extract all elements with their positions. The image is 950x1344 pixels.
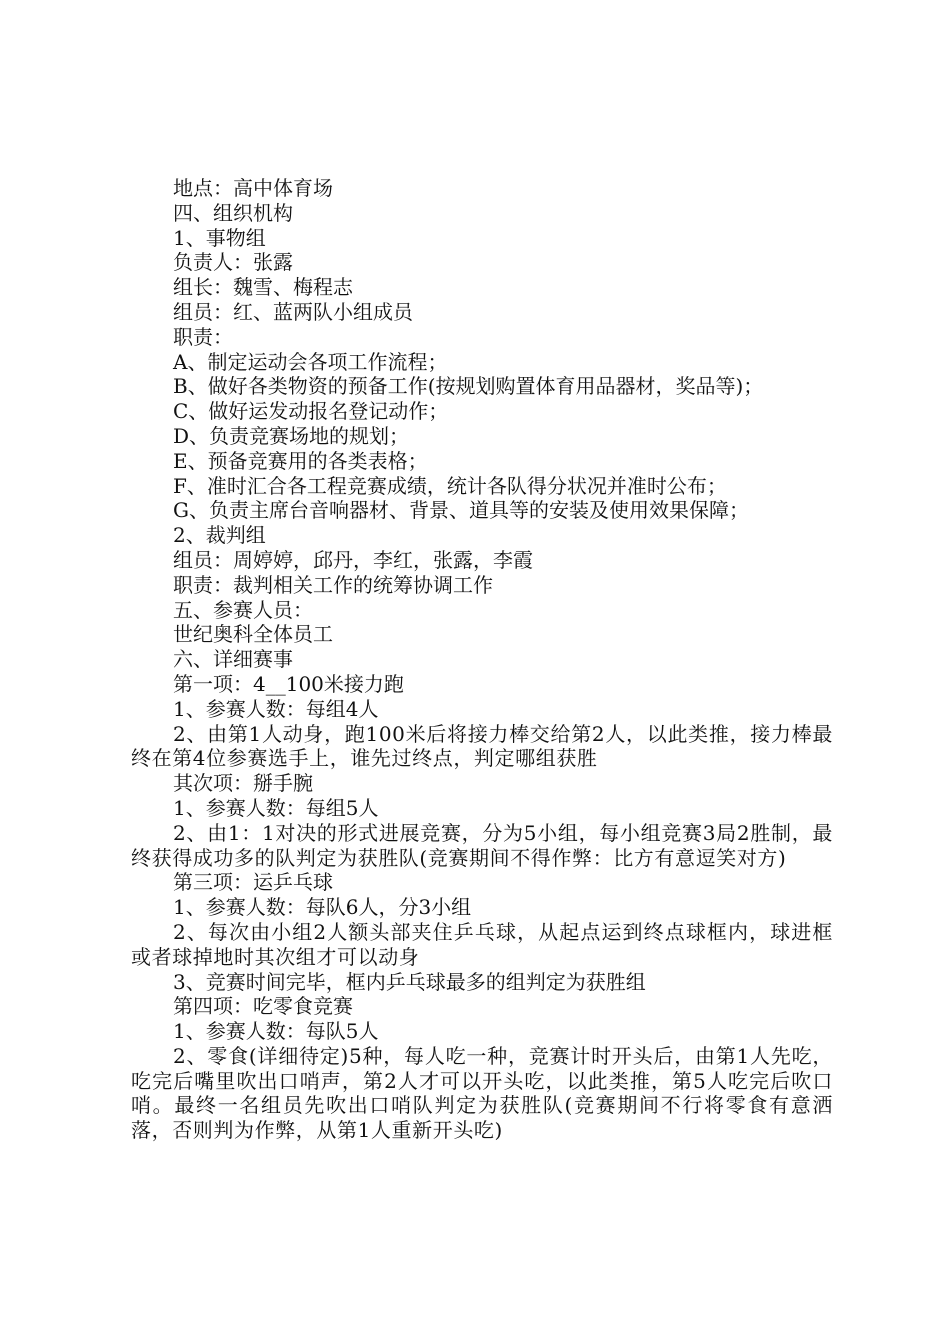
text-paragraph: 2、每次由小组2人额头部夹住乒乓球，从起点运到终点球框内，球进框或者球掉地时其次组才可以动身 xyxy=(131,919,833,969)
text-line: 五、参赛人员： xyxy=(173,597,313,622)
text-line: 第三项：运乒乓球 xyxy=(173,870,333,895)
text-paragraph: 2、由1：1对决的形式进展竞赛，分为5小组，每小组竞赛3局2胜制，最终获得成功多的队判定为获胜队(竞赛期间不得作弊：比方有意逗笑对方) xyxy=(131,820,833,870)
text-paragraph: 2、由第1人动身，跑100米后将接力棒交给第2人，以此类推，接力棒最终在第4位参赛选手上，谁先过终点，判定哪组获胜 xyxy=(131,721,833,771)
text-line: 职责： xyxy=(173,324,233,349)
text-line: 负责人：张露 xyxy=(173,250,293,275)
text-line: 第四项：吃零食竞赛 xyxy=(173,994,353,1019)
text-line: 地点：高中体育场 xyxy=(173,176,333,200)
text-line: 1、参赛人数：每队5人 xyxy=(173,1019,379,1044)
text-line: 1、参赛人数：每队6人，分3小组 xyxy=(173,895,472,920)
text-line: B、做好各类物资的预备工作(按规划购置体育用品器材，奖品等)； xyxy=(173,374,764,399)
text-line: 2、裁判组 xyxy=(173,523,266,548)
text-line: 职责：裁判相关工作的统筹协调工作 xyxy=(173,572,493,597)
text-line: 六、详细赛事 xyxy=(173,647,293,672)
text-line: 组长：魏雪、梅程志 xyxy=(173,275,353,300)
text-line: C、做好运发动报名登记动作； xyxy=(173,399,449,424)
text-line: F、准时汇合各工程竞赛成绩，统计各队得分状况并准时公布； xyxy=(173,473,727,498)
text-line: 1、事物组 xyxy=(173,225,266,250)
text-line: 组员：红、蓝两队小组成员 xyxy=(173,299,413,324)
text-line: 世纪奥科全体员工 xyxy=(173,622,333,647)
text-line: A、制定运动会各项工作流程； xyxy=(173,349,448,374)
document-body xyxy=(131,176,833,1143)
text-line: 1、参赛人数：每组4人 xyxy=(173,696,379,721)
text-line: 第一项：4__100米接力跑 xyxy=(173,671,404,696)
text-paragraph: 2、零食(详细待定)5种，每人吃一种，竞赛计时开头后，由第1人先吃，吃完后嘴里吹出口哨声，第2人才可以开头吃，以此类推，第5人吃完后吹口哨。最终一名组员先吹出口哨队判定为获胜队(竞赛期间不行将零食有意洒落，否则判为作弊，从第1人重新开头吃) xyxy=(131,1043,833,1143)
text-line: 其次项：掰手腕 xyxy=(173,771,313,796)
text-line: 四、组织机构 xyxy=(173,200,293,225)
text-line: 组员：周婷婷，邱丹，李红，张露，李霞 xyxy=(173,547,533,572)
text-line: G、负责主席台音响器材、背景、道具等的安装及使用效果保障； xyxy=(173,498,749,523)
text-line: 3、竞赛时间完毕，框内乒乓球最多的组判定为获胜组 xyxy=(173,969,646,994)
text-line: D、负责竞赛场地的规划； xyxy=(173,423,410,448)
text-line: E、预备竞赛用的各类表格； xyxy=(173,448,428,473)
text-line: 1、参赛人数：每组5人 xyxy=(173,795,379,820)
